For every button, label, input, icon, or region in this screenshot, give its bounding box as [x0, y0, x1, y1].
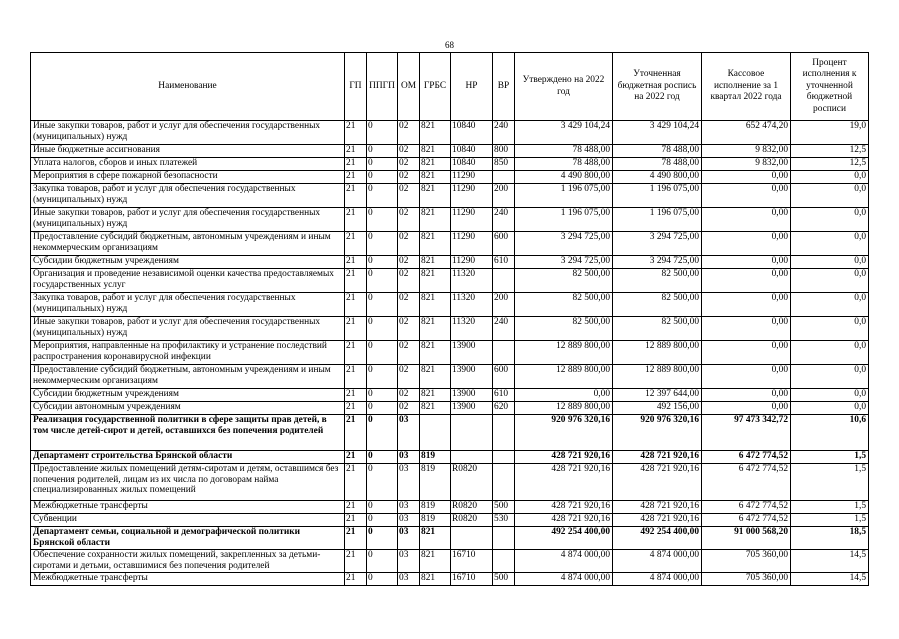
cell-grbs [420, 415, 451, 451]
table-row [31, 389, 869, 402]
table-row [31, 293, 869, 317]
cell-percent: 0,0 [791, 389, 869, 402]
cell-grbs: 821 [420, 389, 451, 402]
cell-vr: 240 [493, 121, 515, 145]
cell-percent: 12,5 [791, 145, 869, 158]
cell-vr [493, 171, 515, 184]
cell-vr: 500 [493, 501, 515, 514]
table-row [31, 269, 869, 293]
cell-cash: 0,00 [702, 269, 791, 293]
cell-refined: 1 196 075,00 [613, 208, 702, 232]
cell-om: 02 [398, 184, 420, 208]
cell-gp: 21 [345, 293, 367, 317]
cell-percent: 0,0 [791, 365, 869, 389]
header-nr: НР [451, 53, 493, 121]
cell-refined: 428 721 920,16 [613, 464, 702, 501]
cell-vr: 240 [493, 208, 515, 232]
cell-refined: 1 196 075,00 [613, 184, 702, 208]
cell-om: 03 [398, 514, 420, 527]
cell-gp: 21 [345, 527, 367, 550]
cell-cash: 91 000 568,20 [702, 527, 791, 550]
cell-approved: 920 976 320,16 [515, 415, 613, 451]
header-approved: Утверждено на 2022 год [515, 53, 613, 121]
cell-refined: 4 490 800,00 [613, 171, 702, 184]
header-refined: Уточненная бюджетная роспись на 2022 год [613, 53, 702, 121]
cell-grbs: 819 [420, 464, 451, 501]
cell-vr: 610 [493, 256, 515, 269]
header-percent: Процент исполнения к уточненной бюджетной росписи [791, 53, 869, 121]
header-name: Наименование [31, 53, 345, 121]
cell-name: Межбюджетные трансферты [31, 573, 345, 586]
cell-name: Субсидии автономным учреждениям [31, 402, 345, 415]
cell-om: 03 [398, 451, 420, 464]
cell-approved: 4 490 800,00 [515, 171, 613, 184]
cell-ppgp: 0 [367, 171, 398, 184]
cell-approved: 428 721 920,16 [515, 464, 613, 501]
table-row [31, 415, 869, 451]
cell-ppgp: 0 [367, 501, 398, 514]
cell-vr [493, 527, 515, 550]
table-row [31, 232, 869, 256]
cell-vr [493, 415, 515, 451]
cell-grbs: 821 [420, 550, 451, 573]
cell-cash: 0,00 [702, 365, 791, 389]
cell-approved: 428 721 920,16 [515, 501, 613, 514]
cell-nr [451, 415, 493, 451]
cell-gp: 21 [345, 550, 367, 573]
table-body [31, 121, 869, 586]
header-gp: ГП [345, 53, 367, 121]
table-row [31, 208, 869, 232]
cell-percent: 12,5 [791, 158, 869, 171]
cell-nr: 13900 [451, 365, 493, 389]
cell-gp: 21 [345, 514, 367, 527]
cell-refined: 428 721 920,16 [613, 451, 702, 464]
cell-gp: 21 [345, 389, 367, 402]
cell-ppgp: 0 [367, 121, 398, 145]
cell-nr: 11290 [451, 208, 493, 232]
cell-refined: 492 254 400,00 [613, 527, 702, 550]
cell-om: 03 [398, 415, 420, 451]
cell-refined: 3 294 725,00 [613, 256, 702, 269]
cell-nr: 11290 [451, 256, 493, 269]
cell-om: 02 [398, 317, 420, 341]
cell-gp: 21 [345, 232, 367, 256]
cell-gp: 21 [345, 501, 367, 514]
cell-refined: 492 156,00 [613, 402, 702, 415]
header-vr: ВР [493, 53, 515, 121]
cell-approved: 428 721 920,16 [515, 451, 613, 464]
header-grbs: ГРБС [420, 53, 451, 121]
cell-percent: 1,5 [791, 451, 869, 464]
cell-gp: 21 [345, 464, 367, 501]
table-row [31, 317, 869, 341]
cell-percent: 0,0 [791, 341, 869, 365]
cell-gp: 21 [345, 573, 367, 586]
cell-grbs: 821 [420, 402, 451, 415]
cell-om: 02 [398, 269, 420, 293]
cell-vr [493, 341, 515, 365]
table-row [31, 158, 869, 171]
cell-ppgp: 0 [367, 145, 398, 158]
cell-cash: 0,00 [702, 317, 791, 341]
cell-vr: 530 [493, 514, 515, 527]
cell-cash: 6 472 774,52 [702, 451, 791, 464]
cell-gp: 21 [345, 269, 367, 293]
cell-approved: 3 429 104,24 [515, 121, 613, 145]
table-header-row [31, 53, 869, 121]
cell-gp: 21 [345, 317, 367, 341]
cell-name: Департамент строительства Брянской области [31, 451, 345, 464]
cell-approved: 12 889 800,00 [515, 402, 613, 415]
cell-ppgp: 0 [367, 527, 398, 550]
cell-ppgp: 0 [367, 573, 398, 586]
cell-ppgp: 0 [367, 208, 398, 232]
cell-grbs: 821 [420, 158, 451, 171]
cell-vr [493, 464, 515, 501]
cell-approved: 4 874 000,00 [515, 573, 613, 586]
cell-ppgp: 0 [367, 365, 398, 389]
cell-cash: 0,00 [702, 171, 791, 184]
cell-cash: 0,00 [702, 256, 791, 269]
header-cash: Кассовое исполнение за 1 квартал 2022 года [702, 53, 791, 121]
cell-approved: 0,00 [515, 389, 613, 402]
cell-ppgp: 0 [367, 158, 398, 171]
cell-grbs: 821 [420, 269, 451, 293]
cell-om: 02 [398, 402, 420, 415]
cell-approved: 428 721 920,16 [515, 514, 613, 527]
cell-name: Предоставление субсидий бюджетным, автономным учреждениям и иным некоммерческим организациям [31, 232, 345, 256]
cell-approved: 4 874 000,00 [515, 550, 613, 573]
cell-refined: 82 500,00 [613, 317, 702, 341]
cell-vr: 200 [493, 184, 515, 208]
cell-cash: 6 472 774,52 [702, 464, 791, 501]
cell-grbs: 821 [420, 527, 451, 550]
cell-cash: 97 473 342,72 [702, 415, 791, 451]
table-row [31, 402, 869, 415]
cell-name: Субсидии бюджетным учреждениям [31, 256, 345, 269]
cell-cash: 0,00 [702, 208, 791, 232]
table-row [31, 145, 869, 158]
cell-percent: 0,0 [791, 184, 869, 208]
cell-gp: 21 [345, 415, 367, 451]
cell-grbs: 821 [420, 121, 451, 145]
cell-vr [493, 269, 515, 293]
cell-gp: 21 [345, 121, 367, 145]
cell-om: 02 [398, 389, 420, 402]
cell-vr: 200 [493, 293, 515, 317]
cell-nr: 13900 [451, 341, 493, 365]
cell-nr: R0820 [451, 501, 493, 514]
cell-gp: 21 [345, 158, 367, 171]
cell-ppgp: 0 [367, 464, 398, 501]
cell-name: Иные закупки товаров, работ и услуг для обеспечения государственных (муниципальных) нужд [31, 121, 345, 145]
cell-gp: 21 [345, 341, 367, 365]
cell-om: 02 [398, 171, 420, 184]
cell-vr: 620 [493, 402, 515, 415]
header-ppgp: ППГП [367, 53, 398, 121]
cell-refined: 82 500,00 [613, 269, 702, 293]
cell-vr: 610 [493, 389, 515, 402]
cell-refined: 920 976 320,16 [613, 415, 702, 451]
cell-name: Иные бюджетные ассигнования [31, 145, 345, 158]
cell-name: Иные закупки товаров, работ и услуг для обеспечения государственных (муниципальных) нужд [31, 317, 345, 341]
cell-om: 02 [398, 208, 420, 232]
cell-gp: 21 [345, 256, 367, 269]
cell-grbs: 821 [420, 171, 451, 184]
cell-name: Департамент семьи, социальной и демографической политики Брянской области [31, 527, 345, 550]
cell-approved: 78 488,00 [515, 145, 613, 158]
cell-nr: 10840 [451, 158, 493, 171]
cell-gp: 21 [345, 171, 367, 184]
cell-vr: 500 [493, 573, 515, 586]
cell-vr: 800 [493, 145, 515, 158]
cell-approved: 12 889 800,00 [515, 365, 613, 389]
cell-ppgp: 0 [367, 184, 398, 208]
table-row [31, 256, 869, 269]
cell-cash: 0,00 [702, 389, 791, 402]
cell-percent: 10,6 [791, 415, 869, 451]
header-om: ОМ [398, 53, 420, 121]
table-row [31, 573, 869, 586]
cell-percent: 14,5 [791, 573, 869, 586]
table-row [31, 184, 869, 208]
cell-nr: 11290 [451, 171, 493, 184]
cell-ppgp: 0 [367, 514, 398, 527]
cell-name: Иные закупки товаров, работ и услуг для обеспечения государственных (муниципальных) нужд [31, 208, 345, 232]
cell-refined: 428 721 920,16 [613, 501, 702, 514]
cell-om: 02 [398, 121, 420, 145]
cell-nr: 16710 [451, 550, 493, 573]
cell-cash: 705 360,00 [702, 550, 791, 573]
cell-approved: 1 196 075,00 [515, 208, 613, 232]
cell-ppgp: 0 [367, 550, 398, 573]
cell-vr [493, 451, 515, 464]
cell-name: Предоставление субсидий бюджетным, автономным учреждениям и иным некоммерческим организациям [31, 365, 345, 389]
cell-percent: 0,0 [791, 402, 869, 415]
cell-nr [451, 451, 493, 464]
cell-cash: 6 472 774,52 [702, 514, 791, 527]
cell-om: 02 [398, 365, 420, 389]
cell-name: Уплата налогов, сборов и иных платежей [31, 158, 345, 171]
cell-percent: 0,0 [791, 208, 869, 232]
cell-grbs: 819 [420, 501, 451, 514]
cell-om: 03 [398, 573, 420, 586]
cell-grbs: 821 [420, 208, 451, 232]
cell-nr: 16710 [451, 573, 493, 586]
cell-cash: 6 472 774,52 [702, 501, 791, 514]
cell-approved: 82 500,00 [515, 293, 613, 317]
cell-approved: 12 889 800,00 [515, 341, 613, 365]
cell-nr [451, 527, 493, 550]
table-row [31, 514, 869, 527]
cell-percent: 18,5 [791, 527, 869, 550]
cell-nr: 10840 [451, 121, 493, 145]
cell-om: 03 [398, 501, 420, 514]
cell-refined: 428 721 920,16 [613, 514, 702, 527]
cell-cash: 705 360,00 [702, 573, 791, 586]
cell-gp: 21 [345, 145, 367, 158]
cell-refined: 3 429 104,24 [613, 121, 702, 145]
cell-name: Закупка товаров, работ и услуг для обеспечения государственных (муниципальных) нужд [31, 184, 345, 208]
cell-cash: 9 832,00 [702, 158, 791, 171]
table-row [31, 341, 869, 365]
cell-approved: 82 500,00 [515, 317, 613, 341]
cell-percent: 19,0 [791, 121, 869, 145]
cell-nr: 11320 [451, 293, 493, 317]
cell-om: 03 [398, 464, 420, 501]
cell-nr: 13900 [451, 389, 493, 402]
table-row [31, 365, 869, 389]
table-row [31, 451, 869, 464]
cell-refined: 12 397 644,00 [613, 389, 702, 402]
cell-refined: 4 874 000,00 [613, 550, 702, 573]
cell-name: Субвенции [31, 514, 345, 527]
cell-cash: 0,00 [702, 341, 791, 365]
cell-om: 02 [398, 293, 420, 317]
cell-name: Субсидии бюджетным учреждениям [31, 389, 345, 402]
cell-cash: 0,00 [702, 184, 791, 208]
cell-name: Мероприятия, направленные на профилактику и устранение последствий распространения коронавирусной инфекции [31, 341, 345, 365]
cell-percent: 0,0 [791, 232, 869, 256]
cell-approved: 1 196 075,00 [515, 184, 613, 208]
cell-ppgp: 0 [367, 293, 398, 317]
table-row [31, 121, 869, 145]
cell-percent: 0,0 [791, 293, 869, 317]
cell-ppgp: 0 [367, 269, 398, 293]
cell-grbs: 821 [420, 256, 451, 269]
cell-refined: 4 874 000,00 [613, 573, 702, 586]
cell-approved: 78 488,00 [515, 158, 613, 171]
cell-ppgp: 0 [367, 256, 398, 269]
cell-ppgp: 0 [367, 317, 398, 341]
cell-nr: 11290 [451, 232, 493, 256]
cell-vr: 600 [493, 365, 515, 389]
cell-grbs: 821 [420, 317, 451, 341]
cell-grbs: 819 [420, 514, 451, 527]
cell-gp: 21 [345, 451, 367, 464]
cell-nr: 10840 [451, 145, 493, 158]
cell-approved: 3 294 725,00 [515, 256, 613, 269]
cell-name: Закупка товаров, работ и услуг для обеспечения государственных (муниципальных) нужд [31, 293, 345, 317]
cell-percent: 0,0 [791, 171, 869, 184]
cell-ppgp: 0 [367, 232, 398, 256]
cell-vr: 240 [493, 317, 515, 341]
cell-name: Предоставление жилых помещений детям-сиротам и детям, оставшимся без попечения родителей, лицам из их числа по договорам найма специализированных жилых помещений [31, 464, 345, 501]
cell-refined: 12 889 800,00 [613, 341, 702, 365]
cell-vr: 850 [493, 158, 515, 171]
cell-refined: 12 889 800,00 [613, 365, 702, 389]
cell-grbs: 821 [420, 145, 451, 158]
table-row [31, 501, 869, 514]
cell-name: Межбюджетные трансферты [31, 501, 345, 514]
cell-nr: 11290 [451, 184, 493, 208]
cell-percent: 0,0 [791, 269, 869, 293]
table-row [31, 171, 869, 184]
cell-percent: 1,5 [791, 464, 869, 501]
cell-grbs: 821 [420, 573, 451, 586]
cell-grbs: 819 [420, 451, 451, 464]
cell-refined: 3 294 725,00 [613, 232, 702, 256]
cell-nr: 13900 [451, 402, 493, 415]
cell-grbs: 821 [420, 293, 451, 317]
page-number: 68 [445, 40, 454, 50]
cell-om: 03 [398, 550, 420, 573]
cell-ppgp: 0 [367, 341, 398, 365]
cell-ppgp: 0 [367, 415, 398, 451]
cell-om: 03 [398, 527, 420, 550]
cell-cash: 0,00 [702, 293, 791, 317]
cell-percent: 1,5 [791, 514, 869, 527]
cell-ppgp: 0 [367, 389, 398, 402]
cell-gp: 21 [345, 402, 367, 415]
cell-name: Обеспечение сохранности жилых помещений, закрепленных за детьми-сиротами и детьми, оставшимися без попечения родителей [31, 550, 345, 573]
cell-percent: 1,5 [791, 501, 869, 514]
cell-vr [493, 550, 515, 573]
cell-percent: 0,0 [791, 256, 869, 269]
cell-name: Реализация государственной политики в сфере защиты прав детей, в том числе детей-сирот и детей, оставшихся без попечения родителей [31, 415, 345, 451]
cell-grbs: 821 [420, 232, 451, 256]
cell-om: 02 [398, 232, 420, 256]
cell-cash: 0,00 [702, 402, 791, 415]
cell-gp: 21 [345, 208, 367, 232]
cell-percent: 0,0 [791, 317, 869, 341]
cell-cash: 0,00 [702, 232, 791, 256]
cell-approved: 3 294 725,00 [515, 232, 613, 256]
cell-percent: 14,5 [791, 550, 869, 573]
table-row [31, 550, 869, 573]
cell-grbs: 821 [420, 365, 451, 389]
cell-om: 02 [398, 256, 420, 269]
cell-vr: 600 [493, 232, 515, 256]
cell-nr: R0820 [451, 514, 493, 527]
cell-name: Организация и проведение независимой оценки качества предоставляемых государственных услуг [31, 269, 345, 293]
cell-cash: 9 832,00 [702, 145, 791, 158]
table-row [31, 527, 869, 550]
cell-om: 02 [398, 158, 420, 171]
cell-ppgp: 0 [367, 402, 398, 415]
cell-om: 02 [398, 341, 420, 365]
table-row [31, 464, 869, 501]
cell-approved: 82 500,00 [515, 269, 613, 293]
cell-nr: R0820 [451, 464, 493, 501]
cell-refined: 78 488,00 [613, 145, 702, 158]
cell-name: Мероприятия в сфере пожарной безопасности [31, 171, 345, 184]
cell-grbs: 821 [420, 341, 451, 365]
cell-gp: 21 [345, 184, 367, 208]
cell-grbs: 821 [420, 184, 451, 208]
cell-nr: 11320 [451, 269, 493, 293]
cell-ppgp: 0 [367, 451, 398, 464]
cell-nr: 11320 [451, 317, 493, 341]
cell-approved: 492 254 400,00 [515, 527, 613, 550]
cell-om: 02 [398, 145, 420, 158]
cell-cash: 652 474,20 [702, 121, 791, 145]
cell-refined: 82 500,00 [613, 293, 702, 317]
cell-refined: 78 488,00 [613, 158, 702, 171]
budget-table [30, 52, 869, 586]
cell-gp: 21 [345, 365, 367, 389]
